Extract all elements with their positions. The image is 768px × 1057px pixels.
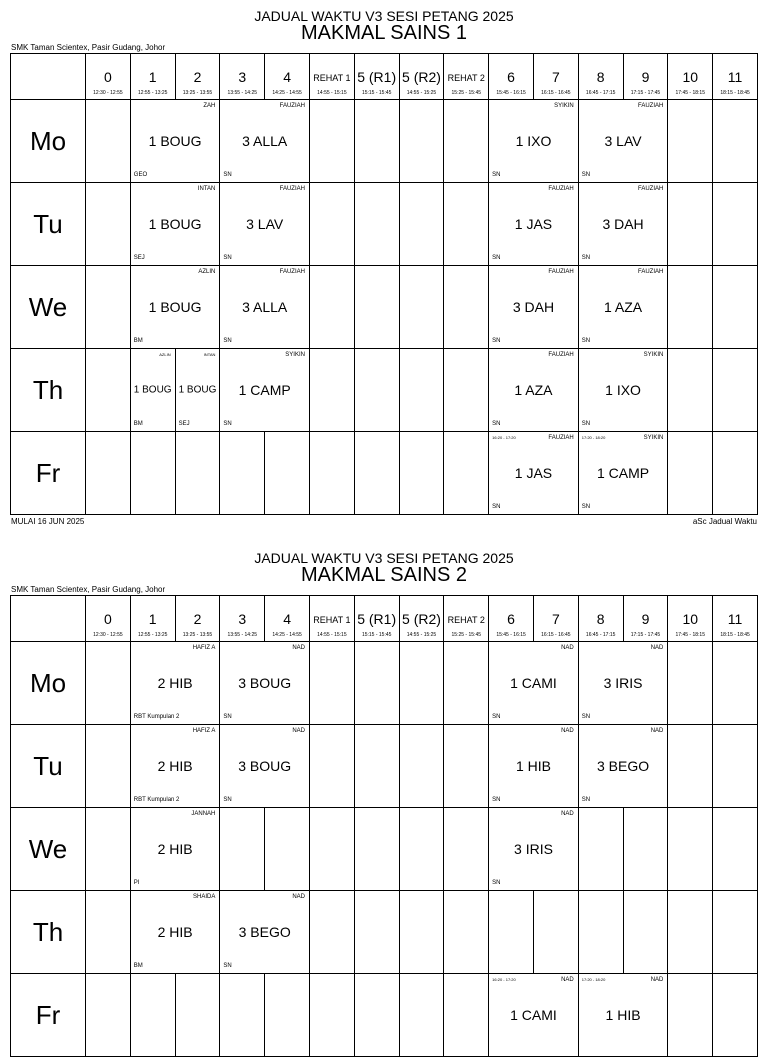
- lesson-cell[interactable]: NAD 1 HIB SN: [489, 725, 579, 808]
- empty-cell: [265, 974, 310, 1057]
- empty-cell: [399, 266, 444, 349]
- empty-cell: [578, 808, 623, 891]
- empty-cell: [354, 432, 399, 515]
- period-header: 5 (R1) 15:15 - 15:45: [354, 596, 399, 642]
- empty-cell: [668, 725, 713, 808]
- period-header: 9 17:15 - 17:45: [623, 596, 668, 642]
- empty-cell: [444, 808, 489, 891]
- empty-cell: [668, 349, 713, 432]
- empty-cell: [354, 725, 399, 808]
- empty-cell: [86, 266, 131, 349]
- lesson-cell[interactable]: FAUZIAH 3 DAH SN: [489, 266, 579, 349]
- period-header: 4 14:25 - 14:55: [265, 596, 310, 642]
- lesson-cell[interactable]: HAFIZ A 2 HIB RBT Kumpulan 2: [130, 642, 220, 725]
- period-header: 10 17:45 - 18:15: [668, 596, 713, 642]
- lesson-cell[interactable]: NAD 3 IRIS SN: [489, 808, 579, 891]
- period-header: 11 18:15 - 18:45: [713, 596, 758, 642]
- empty-cell: [220, 974, 265, 1057]
- period-header-row: [11, 54, 758, 100]
- lesson-cell[interactable]: 17:20 - 18:20 SYIKIN 1 CAMP SN: [578, 432, 668, 515]
- empty-cell: [444, 100, 489, 183]
- period-header: 0 12:30 - 12:55: [86, 596, 131, 642]
- empty-cell: [444, 266, 489, 349]
- period-header: 5 (R1) 15:15 - 15:45: [354, 54, 399, 100]
- period-header: 1 12:55 - 13:25: [130, 54, 175, 100]
- period-header: 2 13:25 - 13:55: [175, 596, 220, 642]
- start-date-note: MULAI 16 JUN 2025: [11, 517, 85, 526]
- empty-cell: [668, 432, 713, 515]
- period-header: 11 18:15 - 18:45: [713, 54, 758, 100]
- period-header: REHAT 2 15:25 - 15:45: [444, 596, 489, 642]
- empty-cell: [265, 808, 310, 891]
- empty-cell: [578, 891, 623, 974]
- period-header: 6 15:45 - 16:15: [489, 596, 534, 642]
- lesson-cell[interactable]: NAD 1 CAMI SN: [489, 642, 579, 725]
- period-header: 10 17:45 - 18:15: [668, 54, 713, 100]
- empty-cell: [265, 432, 310, 515]
- period-header: 3 13:55 - 14:25: [220, 596, 265, 642]
- empty-cell: [489, 891, 534, 974]
- empty-cell: [309, 725, 354, 808]
- day-row-monday: [11, 642, 758, 725]
- empty-cell: [668, 183, 713, 266]
- period-header: 7 16:15 - 16:45: [533, 54, 578, 100]
- timetable-grid: [10, 53, 758, 515]
- period-header: REHAT 2 15:25 - 15:45: [444, 54, 489, 100]
- day-row-tuesday: [11, 183, 758, 266]
- empty-cell: [309, 642, 354, 725]
- empty-cell: [354, 183, 399, 266]
- empty-cell: [130, 974, 175, 1057]
- day-label: Mo: [11, 100, 86, 183]
- empty-cell: [533, 891, 578, 974]
- empty-cell: [713, 266, 758, 349]
- empty-cell: [713, 891, 758, 974]
- empty-cell: [220, 432, 265, 515]
- empty-cell: [354, 100, 399, 183]
- period-header-row: [11, 596, 758, 642]
- day-label: Th: [11, 349, 86, 432]
- lesson-cell[interactable]: 17:20 - 18:20 NAD 1 HIB: [578, 974, 668, 1057]
- lesson-cell[interactable]: AZLIN 1 BOUG BM: [130, 266, 220, 349]
- day-label: Fr: [11, 974, 86, 1057]
- day-row-tuesday: [11, 725, 758, 808]
- timetable-grid: [10, 595, 758, 1057]
- period-header: 2 13:25 - 13:55: [175, 54, 220, 100]
- period-header: 1 12:55 - 13:25: [130, 596, 175, 642]
- lesson-cell[interactable]: AZLIN 1 BOUG BM: [130, 349, 175, 432]
- lesson-cell[interactable]: FAUZIAH 3 ALLA SN: [220, 266, 310, 349]
- empty-cell: [668, 891, 713, 974]
- lesson-cell[interactable]: INTAN 1 BOUG SEJ: [130, 183, 220, 266]
- empty-cell: [444, 183, 489, 266]
- day-row-wednesday: [11, 266, 758, 349]
- day-row-friday: [11, 432, 758, 515]
- lesson-cell[interactable]: 16:20 - 17:20 NAD 1 CAMI: [489, 974, 579, 1057]
- empty-cell: [354, 974, 399, 1057]
- empty-cell: [623, 891, 668, 974]
- empty-cell: [130, 432, 175, 515]
- lesson-cell[interactable]: SYIKIN 1 CAMP SN: [220, 349, 310, 432]
- day-row-friday: [11, 974, 758, 1057]
- empty-cell: [175, 974, 220, 1057]
- school-name: SMK Taman Scientex, Pasir Gudang, Johor: [11, 585, 166, 594]
- empty-cell: [399, 432, 444, 515]
- empty-cell: [399, 891, 444, 974]
- empty-cell: [354, 349, 399, 432]
- empty-cell: [86, 349, 131, 432]
- empty-cell: [86, 642, 131, 725]
- timetable-header: JADUAL WAKTU V3 SESI PETANG 2025: [254, 8, 514, 24]
- lesson-cell[interactable]: SYIKIN 1 IXO SN: [578, 349, 668, 432]
- empty-cell: [86, 974, 131, 1057]
- empty-cell: [220, 808, 265, 891]
- empty-cell: [309, 183, 354, 266]
- lesson-cell[interactable]: FAUZIAH 1 AZA SN: [578, 266, 668, 349]
- timetable-title: MAKMAL SAINS 1: [301, 22, 467, 44]
- period-header: 0 12:30 - 12:55: [86, 54, 131, 100]
- lesson-cell[interactable]: NAD 3 IRIS SN: [578, 642, 668, 725]
- empty-cell: [86, 432, 131, 515]
- period-header: 4 14:25 - 14:55: [265, 54, 310, 100]
- lesson-cell[interactable]: NAD 3 BOUG SN: [220, 725, 310, 808]
- empty-cell: [309, 808, 354, 891]
- day-label: Tu: [11, 725, 86, 808]
- empty-cell: [309, 349, 354, 432]
- lesson-cell[interactable]: HAFIZ A 2 HIB RBT Kumpulan 2: [130, 725, 220, 808]
- empty-cell: [399, 349, 444, 432]
- day-label: Th: [11, 891, 86, 974]
- empty-cell: [444, 432, 489, 515]
- period-header: 8 16:45 - 17:15: [578, 54, 623, 100]
- empty-cell: [444, 642, 489, 725]
- empty-cell: [668, 266, 713, 349]
- lesson-cell[interactable]: NAD 3 BEGO SN: [578, 725, 668, 808]
- period-header: 5 (R2) 14:55 - 15:25: [399, 596, 444, 642]
- empty-cell: [444, 974, 489, 1057]
- empty-cell: [86, 725, 131, 808]
- empty-cell: [668, 100, 713, 183]
- empty-cell: [309, 100, 354, 183]
- lesson-cell[interactable]: SYIKIN 1 IXO SN: [489, 100, 579, 183]
- period-header: 8 16:45 - 17:15: [578, 596, 623, 642]
- empty-cell: [713, 349, 758, 432]
- empty-cell: [713, 432, 758, 515]
- day-label: Mo: [11, 642, 86, 725]
- empty-cell: [86, 100, 131, 183]
- empty-cell: [309, 974, 354, 1057]
- school-name: SMK Taman Scientex, Pasir Gudang, Johor: [11, 43, 166, 52]
- empty-cell: [668, 974, 713, 1057]
- day-label: Fr: [11, 432, 86, 515]
- corner-cell: [11, 54, 86, 100]
- day-label: We: [11, 808, 86, 891]
- empty-cell: [309, 432, 354, 515]
- lesson-cell[interactable]: FAUZIAH 1 JAS SN: [489, 183, 579, 266]
- empty-cell: [399, 974, 444, 1057]
- day-label: We: [11, 266, 86, 349]
- empty-cell: [444, 891, 489, 974]
- lesson-cell[interactable]: 16:20 - 17:20 FAUZIAH 1 JAS SN: [489, 432, 579, 515]
- day-label: Tu: [11, 183, 86, 266]
- software-credit: aSc Jadual Waktu: [692, 517, 757, 526]
- empty-cell: [354, 808, 399, 891]
- period-header: REHAT 1 14:55 - 15:15: [309, 596, 354, 642]
- empty-cell: [713, 974, 758, 1057]
- period-header: 9 17:15 - 17:45: [623, 54, 668, 100]
- timetable-title: MAKMAL SAINS 2: [301, 564, 467, 586]
- lesson-cell[interactable]: FAUZIAH 1 AZA SN: [489, 349, 579, 432]
- day-row-monday: [11, 100, 758, 183]
- day-row-thursday: [11, 891, 758, 974]
- empty-cell: [399, 725, 444, 808]
- period-header: 7 16:15 - 16:45: [533, 596, 578, 642]
- empty-cell: [86, 183, 131, 266]
- empty-cell: [668, 642, 713, 725]
- empty-cell: [713, 642, 758, 725]
- timetable-header: JADUAL WAKTU V3 SESI PETANG 2025: [254, 550, 514, 566]
- empty-cell: [399, 808, 444, 891]
- lesson-cell[interactable]: INTAN 1 BOUG SEJ: [175, 349, 220, 432]
- corner-cell: [11, 596, 86, 642]
- lesson-cell[interactable]: ZAH 1 BOUG GEO: [130, 100, 220, 183]
- lesson-cell[interactable]: JANNAH 2 HIB PI: [130, 808, 220, 891]
- empty-cell: [713, 100, 758, 183]
- lesson-cell[interactable]: SHAIDA 2 HIB BM: [130, 891, 220, 974]
- lesson-cell[interactable]: FAUZIAH 3 DAH SN: [578, 183, 668, 266]
- empty-cell: [86, 808, 131, 891]
- empty-cell: [309, 891, 354, 974]
- period-header: 6 15:45 - 16:15: [489, 54, 534, 100]
- empty-cell: [444, 349, 489, 432]
- empty-cell: [86, 891, 131, 974]
- empty-cell: [623, 808, 668, 891]
- empty-cell: [399, 100, 444, 183]
- lesson-cell[interactable]: NAD 3 BOUG SN: [220, 642, 310, 725]
- period-header: REHAT 1 14:55 - 15:15: [309, 54, 354, 100]
- period-header: 3 13:55 - 14:25: [220, 54, 265, 100]
- empty-cell: [399, 642, 444, 725]
- day-row-wednesday: [11, 808, 758, 891]
- empty-cell: [713, 183, 758, 266]
- empty-cell: [444, 725, 489, 808]
- empty-cell: [354, 266, 399, 349]
- empty-cell: [399, 183, 444, 266]
- lesson-cell[interactable]: NAD 3 BEGO SN: [220, 891, 310, 974]
- lesson-cell[interactable]: FAUZIAH 3 ALLA SN: [220, 100, 310, 183]
- empty-cell: [354, 642, 399, 725]
- empty-cell: [668, 808, 713, 891]
- empty-cell: [713, 808, 758, 891]
- period-header: 5 (R2) 14:55 - 15:25: [399, 54, 444, 100]
- empty-cell: [309, 266, 354, 349]
- lesson-cell[interactable]: FAUZIAH 3 LAV SN: [220, 183, 310, 266]
- empty-cell: [175, 432, 220, 515]
- lesson-cell[interactable]: FAUZIAH 3 LAV SN: [578, 100, 668, 183]
- empty-cell: [354, 891, 399, 974]
- empty-cell: [713, 725, 758, 808]
- day-row-thursday: [11, 349, 758, 432]
